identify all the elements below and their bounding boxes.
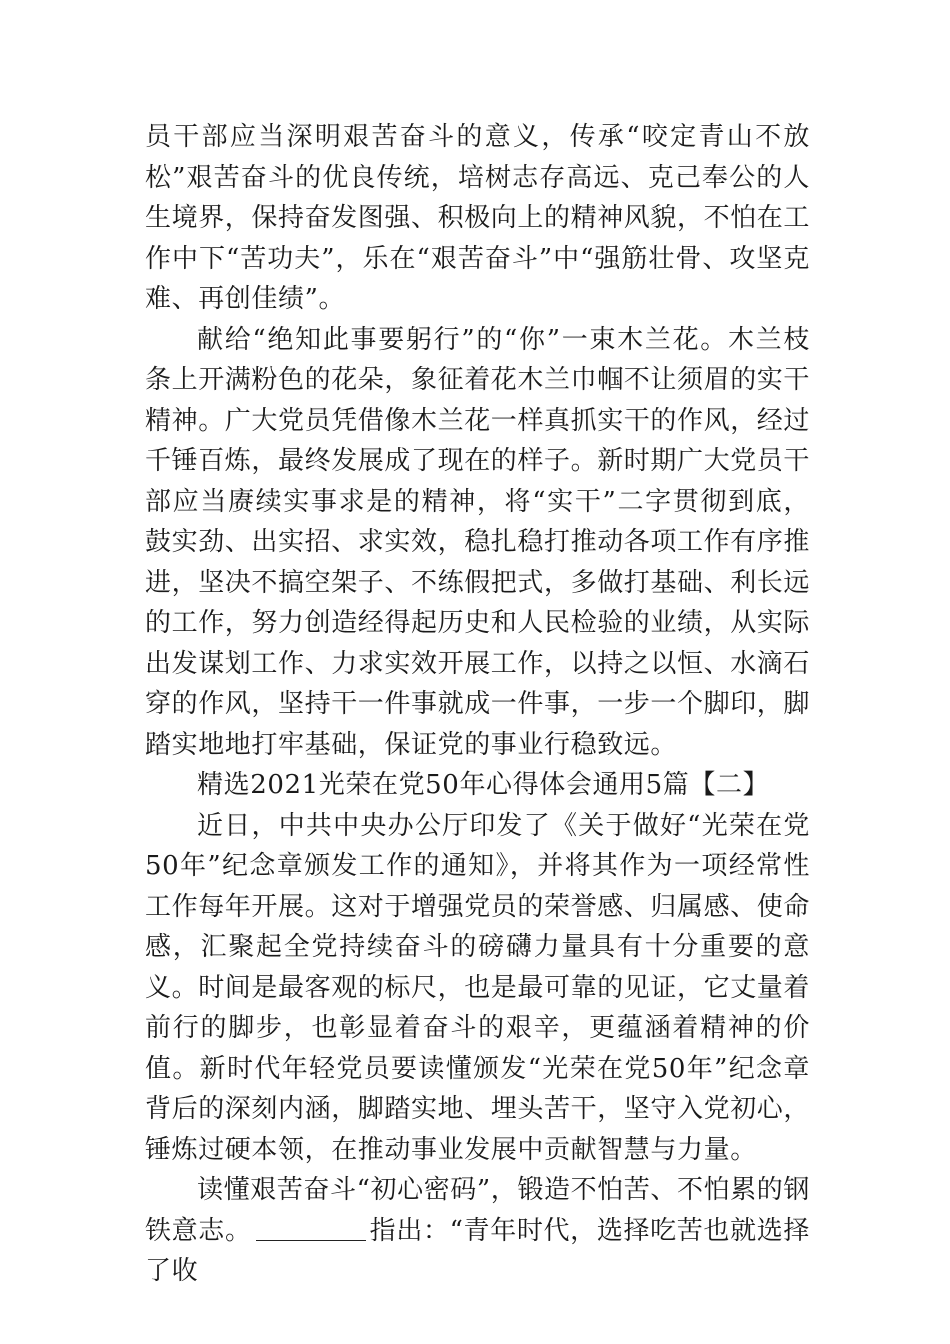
blank-underline [256,1218,366,1241]
paragraph-3: 近日，中共中央办公厅印发了《关于做好“光荣在党50年”纪念章颁发工作的通知》，并将其作为一项经常性工作每年开展。这对于增强党员的荣誉感、归属感、使命感，汇聚起全党持续奋斗的磅礴力量具有十分重要的意义。时间是最客观的标尺，也是最可靠的见证，它丈量着前行的脚步，也彰显着奋斗的艰辛，更蕴涵着精神的价值。新时代年轻党员要读懂颁发“光荣在党50年”纪念章背后的深刻内涵，脚踏实地、埋头苦干，坚守入党初心，锤炼过硬本领，在推动事业发展中贡献智慧与力量。 [145,810,811,1165]
paragraph-4-text-end: 指出：“青年时代，选择吃苦也就选择了收 [145,1215,810,1286]
section-heading: 精选2021光荣在党50年心得体会通用5篇【二】 [197,770,770,800]
paragraph-4-text-start: 读懂艰苦奋斗“初心密码”，锻造不怕苦、不怕累的钢铁意志。 [145,1175,810,1246]
paragraph-4 [145,1170,810,1292]
document-body [145,117,810,1292]
paragraph-2: 献给“绝知此事要躬行”的“你”一束木兰花。木兰枝条上开满粉色的花朵，象征着花木兰巾帼不让须眉的实干精神。广大党员凭借像木兰花一样真抓实干的作风，经过千锤百炼，最终发展成了现在的样子。新时期广大党员干部应当赓续实事求是的精神，将“实干”二字贯彻到底，鼓实劲、出实招、求实效，稳扎稳打推动各项工作有序推进，坚决不搞空架子、不练假把式，多做打基础、利长远的工作，努力创造经得起历史和人民检验的业绩，从实际出发谋划工作、力求实效开展工作，以持之以恒、水滴石穿的作风，坚持干一件事就成一件事，一步一个脚印，脚踏实地地打牢基础，保证党的事业行稳致远。 [145,324,811,760]
paragraph-1: 员干部应当深明艰苦奋斗的意义，传承“咬定青山不放松”艰苦奋斗的优良传统，培树志存高远、克己奉公的人生境界，保持奋发图强、积极向上的精神风貌，不怕在工作中下“苦功夫”，乐在“艰苦奋斗”中“强筋壮骨、攻坚克难、再创佳绩”。 [145,122,811,314]
